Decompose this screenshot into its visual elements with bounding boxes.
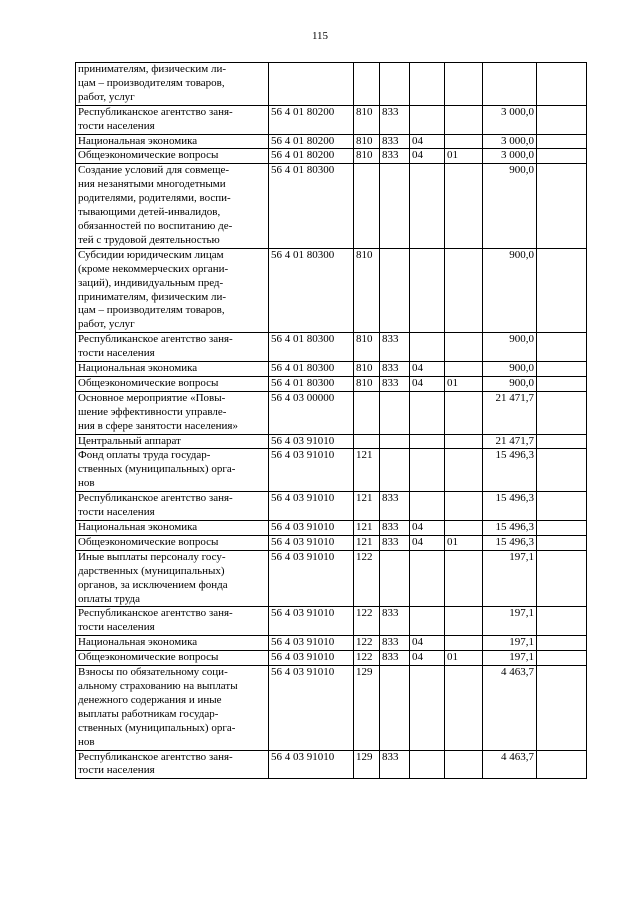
row-code: 56 4 03 91010 <box>269 521 354 536</box>
row-section: 04 <box>410 651 445 666</box>
row-amount: 3 000,0 <box>483 134 537 149</box>
row-expense-type: 121 <box>354 521 380 536</box>
table-row <box>76 376 587 391</box>
row-amount: 197,1 <box>483 636 537 651</box>
table-row <box>76 164 587 248</box>
row-extra-empty-cell <box>537 535 587 550</box>
table-row <box>76 333 587 362</box>
row-admin-code <box>380 449 410 492</box>
row-amount: 900,0 <box>483 376 537 391</box>
row-admin-code <box>380 666 410 750</box>
row-section: 04 <box>410 636 445 651</box>
row-section <box>410 248 445 332</box>
row-admin-code <box>380 248 410 332</box>
row-name: Национальная экономика <box>76 362 269 377</box>
table-row <box>76 535 587 550</box>
table-row <box>76 362 587 377</box>
row-name: Национальная экономика <box>76 521 269 536</box>
row-name: принимателям, физическим ли- цам – производителям товаров, работ, услуг <box>76 63 269 106</box>
row-expense-type <box>354 63 380 106</box>
row-section <box>410 333 445 362</box>
table-row <box>76 63 587 106</box>
row-admin-code: 833 <box>380 149 410 164</box>
row-name: Республиканское агентство заня- тости населения <box>76 492 269 521</box>
row-amount: 21 471,7 <box>483 434 537 449</box>
row-subsection <box>445 164 483 248</box>
row-extra-empty-cell <box>537 164 587 248</box>
row-expense-type <box>354 391 380 434</box>
table-row <box>76 434 587 449</box>
row-name: Фонд оплаты труда государ- ственных (муниципальных) орга- нов <box>76 449 269 492</box>
row-extra-empty-cell <box>537 666 587 750</box>
row-subsection <box>445 105 483 134</box>
row-extra-empty-cell <box>537 391 587 434</box>
row-expense-type: 810 <box>354 105 380 134</box>
budget-table-body <box>76 63 587 779</box>
row-subsection <box>445 750 483 779</box>
table-row <box>76 134 587 149</box>
row-name: Иные выплаты персоналу госу- дарственных (муниципальных) органов, за исключением фонда оплаты труда <box>76 550 269 607</box>
row-section: 04 <box>410 376 445 391</box>
row-amount: 197,1 <box>483 607 537 636</box>
row-name: Общеэкономические вопросы <box>76 535 269 550</box>
row-name: Общеэкономические вопросы <box>76 651 269 666</box>
row-section <box>410 750 445 779</box>
row-section <box>410 63 445 106</box>
row-code: 56 4 03 91010 <box>269 434 354 449</box>
table-row <box>76 750 587 779</box>
row-subsection <box>445 521 483 536</box>
row-subsection <box>445 607 483 636</box>
row-expense-type: 122 <box>354 607 380 636</box>
row-name: Общеэкономические вопросы <box>76 149 269 164</box>
row-expense-type: 122 <box>354 651 380 666</box>
row-code: 56 4 03 91010 <box>269 750 354 779</box>
row-expense-type: 810 <box>354 362 380 377</box>
row-subsection <box>445 391 483 434</box>
row-subsection <box>445 333 483 362</box>
row-code: 56 4 01 80300 <box>269 376 354 391</box>
row-code: 56 4 03 91010 <box>269 651 354 666</box>
row-code <box>269 63 354 106</box>
row-expense-type: 121 <box>354 492 380 521</box>
row-admin-code: 833 <box>380 535 410 550</box>
row-admin-code: 833 <box>380 105 410 134</box>
row-admin-code <box>380 550 410 607</box>
row-expense-type: 810 <box>354 149 380 164</box>
row-amount: 4 463,7 <box>483 666 537 750</box>
row-section: 04 <box>410 521 445 536</box>
row-code: 56 4 01 80200 <box>269 105 354 134</box>
row-section: 04 <box>410 149 445 164</box>
row-subsection <box>445 362 483 377</box>
row-name: Республиканское агентство заня- тости населения <box>76 105 269 134</box>
row-subsection <box>445 63 483 106</box>
table-row <box>76 449 587 492</box>
row-section <box>410 607 445 636</box>
row-admin-code: 833 <box>380 333 410 362</box>
table-row <box>76 149 587 164</box>
table-row <box>76 391 587 434</box>
row-extra-empty-cell <box>537 521 587 536</box>
row-subsection <box>445 449 483 492</box>
row-subsection <box>445 434 483 449</box>
row-amount: 15 496,3 <box>483 492 537 521</box>
row-amount: 900,0 <box>483 362 537 377</box>
row-extra-empty-cell <box>537 750 587 779</box>
row-extra-empty-cell <box>537 449 587 492</box>
row-section <box>410 492 445 521</box>
row-expense-type: 810 <box>354 376 380 391</box>
row-subsection: 01 <box>445 376 483 391</box>
row-code: 56 4 01 80300 <box>269 164 354 248</box>
row-code: 56 4 03 91010 <box>269 607 354 636</box>
row-extra-empty-cell <box>537 105 587 134</box>
table-row <box>76 651 587 666</box>
row-code: 56 4 01 80200 <box>269 134 354 149</box>
row-subsection: 01 <box>445 149 483 164</box>
row-extra-empty-cell <box>537 636 587 651</box>
row-extra-empty-cell <box>537 362 587 377</box>
row-amount: 900,0 <box>483 248 537 332</box>
table-row <box>76 550 587 607</box>
row-amount: 15 496,3 <box>483 449 537 492</box>
table-row <box>76 105 587 134</box>
row-expense-type: 129 <box>354 666 380 750</box>
row-code: 56 4 03 91010 <box>269 535 354 550</box>
row-amount: 15 496,3 <box>483 521 537 536</box>
row-code: 56 4 03 91010 <box>269 449 354 492</box>
row-amount: 3 000,0 <box>483 149 537 164</box>
row-expense-type <box>354 434 380 449</box>
row-expense-type: 121 <box>354 535 380 550</box>
table-row <box>76 666 587 750</box>
table-row <box>76 607 587 636</box>
row-extra-empty-cell <box>537 376 587 391</box>
row-code: 56 4 03 00000 <box>269 391 354 434</box>
row-expense-type <box>354 164 380 248</box>
row-admin-code: 833 <box>380 134 410 149</box>
row-extra-empty-cell <box>537 333 587 362</box>
row-subsection <box>445 666 483 750</box>
row-amount <box>483 63 537 106</box>
row-code: 56 4 01 80300 <box>269 333 354 362</box>
row-subsection <box>445 636 483 651</box>
row-admin-code: 833 <box>380 651 410 666</box>
row-name: Республиканское агентство заня- тости населения <box>76 333 269 362</box>
row-amount: 900,0 <box>483 164 537 248</box>
row-name: Республиканское агентство заня- тости населения <box>76 750 269 779</box>
page-number: 115 <box>311 30 329 42</box>
row-name: Основное мероприятие «Повы- шение эффективности управле- ния в сфере занятости населения» <box>76 391 269 434</box>
row-name: Центральный аппарат <box>76 434 269 449</box>
row-section <box>410 449 445 492</box>
row-name: Взносы по обязательному соци- альному страхованию на выплаты денежного содержания и иные выплаты работникам государ- ственных (муниципальных) орга- нов <box>76 666 269 750</box>
row-admin-code: 833 <box>380 636 410 651</box>
row-amount: 197,1 <box>483 550 537 607</box>
row-expense-type: 810 <box>354 134 380 149</box>
row-subsection <box>445 492 483 521</box>
row-admin-code: 833 <box>380 750 410 779</box>
row-code: 56 4 03 91010 <box>269 666 354 750</box>
row-amount: 4 463,7 <box>483 750 537 779</box>
row-admin-code <box>380 434 410 449</box>
row-name: Республиканское агентство заня- тости населения <box>76 607 269 636</box>
row-section <box>410 391 445 434</box>
row-admin-code <box>380 63 410 106</box>
row-section: 04 <box>410 134 445 149</box>
row-code: 56 4 03 91010 <box>269 636 354 651</box>
row-amount: 900,0 <box>483 333 537 362</box>
row-name: Общеэкономические вопросы <box>76 376 269 391</box>
row-section <box>410 105 445 134</box>
row-amount: 21 471,7 <box>483 391 537 434</box>
row-extra-empty-cell <box>537 63 587 106</box>
row-section <box>410 164 445 248</box>
row-code: 56 4 01 80300 <box>269 362 354 377</box>
row-code: 56 4 01 80300 <box>269 248 354 332</box>
row-code: 56 4 01 80200 <box>269 149 354 164</box>
row-expense-type: 129 <box>354 750 380 779</box>
row-expense-type: 810 <box>354 333 380 362</box>
row-extra-empty-cell <box>537 434 587 449</box>
row-extra-empty-cell <box>537 550 587 607</box>
table-row <box>76 521 587 536</box>
row-expense-type: 122 <box>354 636 380 651</box>
row-code: 56 4 03 91010 <box>269 550 354 607</box>
row-section <box>410 434 445 449</box>
row-code: 56 4 03 91010 <box>269 492 354 521</box>
row-extra-empty-cell <box>537 492 587 521</box>
row-expense-type: 810 <box>354 248 380 332</box>
row-subsection: 01 <box>445 535 483 550</box>
row-subsection <box>445 248 483 332</box>
row-section: 04 <box>410 362 445 377</box>
row-admin-code: 833 <box>380 607 410 636</box>
row-extra-empty-cell <box>537 149 587 164</box>
row-admin-code: 833 <box>380 521 410 536</box>
row-extra-empty-cell <box>537 134 587 149</box>
row-extra-empty-cell <box>537 651 587 666</box>
budget-table <box>75 62 587 779</box>
row-name: Субсидии юридическим лицам (кроме некоммерческих органи- заций), индивидуальным пред- принимателям, физическим ли- цам – производителям товаров, работ, услуг <box>76 248 269 332</box>
table-row <box>76 636 587 651</box>
row-amount: 3 000,0 <box>483 105 537 134</box>
row-subsection <box>445 550 483 607</box>
row-extra-empty-cell <box>537 248 587 332</box>
row-admin-code: 833 <box>380 376 410 391</box>
row-admin-code <box>380 391 410 434</box>
row-name: Национальная экономика <box>76 134 269 149</box>
row-amount: 15 496,3 <box>483 535 537 550</box>
row-admin-code: 833 <box>380 492 410 521</box>
table-row <box>76 248 587 332</box>
row-admin-code <box>380 164 410 248</box>
row-section <box>410 550 445 607</box>
row-expense-type: 122 <box>354 550 380 607</box>
row-amount: 197,1 <box>483 651 537 666</box>
row-subsection: 01 <box>445 651 483 666</box>
row-expense-type: 121 <box>354 449 380 492</box>
table-row <box>76 492 587 521</box>
row-extra-empty-cell <box>537 607 587 636</box>
row-section: 04 <box>410 535 445 550</box>
row-name: Создание условий для совмеще- ния незанятыми многодетными родителями, родителями, воспи- тывающими детей-инвалидов, обязанностей по воспитанию де- тей с трудовой деятельностью <box>76 164 269 248</box>
row-admin-code: 833 <box>380 362 410 377</box>
row-section <box>410 666 445 750</box>
row-name: Национальная экономика <box>76 636 269 651</box>
row-subsection <box>445 134 483 149</box>
